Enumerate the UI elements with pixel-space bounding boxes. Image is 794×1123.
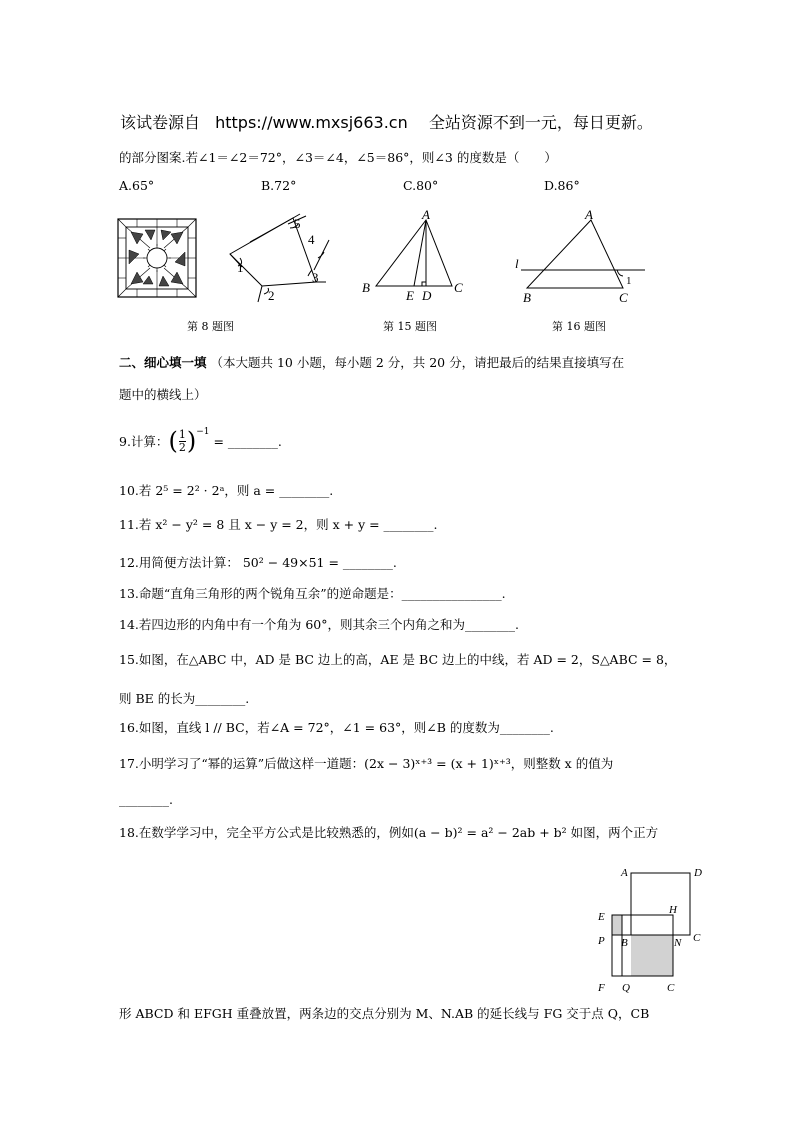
pentagon-figure: [228, 212, 334, 304]
q9-left-paren: (: [168, 427, 178, 455]
t16-label-b: B: [523, 290, 531, 304]
option-a: A.65°: [119, 178, 155, 193]
q9-fraction: [179, 429, 186, 454]
option-d: D.86°: [544, 178, 580, 193]
question-17-line-2: ________.: [119, 792, 173, 807]
sq-label-b: B: [621, 937, 628, 949]
t16-label-c: C: [619, 290, 628, 304]
sq-label-f: F: [598, 982, 605, 994]
sq-label-c-right: C: [693, 932, 701, 944]
header-prefix: 该试卷源自: [120, 113, 201, 132]
q9-suffix: = ________.: [209, 433, 282, 449]
triangle-15-figure: [360, 208, 470, 304]
section-heading: [119, 353, 624, 371]
question-15-line-1: 15.如图，在△ABC 中，AD 是 BC 边上的高，AE 是 BC 边上的中线，若 AD = 2，S△ABC = 8，: [119, 652, 677, 667]
mosaic-figure: [117, 218, 197, 298]
t15-label-b: B: [362, 280, 370, 295]
sq-label-h: H: [669, 904, 677, 916]
option-c: C.80°: [403, 178, 439, 193]
question-10: 10.若 2⁵ = 2² · 2ᵃ，则 a = ________.: [119, 483, 334, 498]
question-18-line-1: 18.在数学学习中，完全平方公式是比较熟悉的，例如(a − b)² = a² − 2ab + b² 如图，两个正方: [119, 825, 659, 840]
t16-label-a: A: [585, 207, 593, 222]
question-14: 14.若四边形的内角中有一个角为 60°，则其余三个内角之和为________.: [119, 617, 519, 632]
t16-label-l: l: [515, 256, 519, 271]
source-header: [120, 110, 653, 133]
t15-label-d: D: [422, 288, 432, 303]
question-12: 12.用简便方法计算： 50² − 49×51 = ________.: [119, 555, 397, 570]
question-17-line-1: 17.小明学习了“幂的运算”后做这样一道题：(2x − 3)ˣ⁺³ = (x + 1)ˣ⁺³，则整数 x 的值为: [119, 756, 614, 771]
caption-fig-8: 第 8 题图: [187, 320, 234, 333]
q9-exponent: −1: [196, 427, 210, 437]
q9-right-paren: ): [186, 427, 197, 455]
pentagon-label-3: 3: [312, 270, 319, 285]
q9-prefix: 9.计算：: [119, 434, 169, 449]
q9-numerator: 1: [178, 427, 186, 441]
question-16: 16.如图，直线 l // BC，若∠A = 72°，∠1 = 63°，则∠B 的度数为________.: [119, 720, 554, 735]
pentagon-label-5: 5: [294, 216, 301, 231]
option-b: B.72°: [261, 178, 297, 193]
pentagon-label-2: 2: [268, 288, 275, 303]
t15-label-e: E: [406, 288, 414, 303]
section-title: 二、细心填一填: [119, 355, 207, 370]
question-11: 11.若 x² − y² = 8 且 x − y = 2，则 x + y = ________.: [119, 517, 438, 532]
section-desc-2: 题中的横线上）: [119, 387, 207, 402]
header-url[interactable]: https://www.mxsj663.cn: [215, 113, 408, 132]
question-15-line-2: 则 BE 的长为________.: [119, 691, 250, 706]
t16-label-1: 1: [626, 275, 632, 287]
question-9: [119, 425, 282, 457]
sq-label-n: N: [674, 937, 682, 949]
pentagon-label-4: 4: [308, 232, 315, 247]
sq-label-q: Q: [622, 982, 630, 994]
t15-label-a: A: [422, 208, 430, 222]
sq-label-p: P: [598, 935, 605, 947]
sq-label-d: D: [694, 867, 702, 879]
caption-fig-15: 第 15 题图: [383, 320, 437, 333]
section-desc-1: （本大题共 10 小题，每小题 2 分，共 20 分，请把最后的结果直接填写在: [210, 355, 625, 370]
squares-figure: [592, 860, 712, 994]
caption-fig-16: 第 16 题图: [552, 320, 606, 333]
question-13: 13.命题“直角三角形的两个锐角互余”的逆命题是：________________.: [119, 586, 506, 601]
t15-label-c: C: [454, 280, 463, 295]
triangle-16-figure: [505, 206, 647, 304]
pentagon-label-1: 1: [237, 260, 244, 275]
question-8-tail: 的部分图案.若∠1＝∠2＝72°，∠3＝∠4，∠5＝86°，则∠3 的度数是（ ）: [119, 150, 557, 165]
question-18-line-2: 形 ABCD 和 EFGH 重叠放置，两条边的交点分别为 M、N.AB 的延长线与 FG 交于点 Q，CB: [119, 1006, 650, 1021]
sq-label-e: E: [598, 911, 605, 923]
q9-denominator: 2: [178, 440, 186, 454]
header-suffix: 全站资源不到一元，每日更新。: [428, 113, 653, 132]
sq-label-a: A: [621, 867, 628, 879]
sq-label-c-bottom: C: [667, 982, 675, 994]
